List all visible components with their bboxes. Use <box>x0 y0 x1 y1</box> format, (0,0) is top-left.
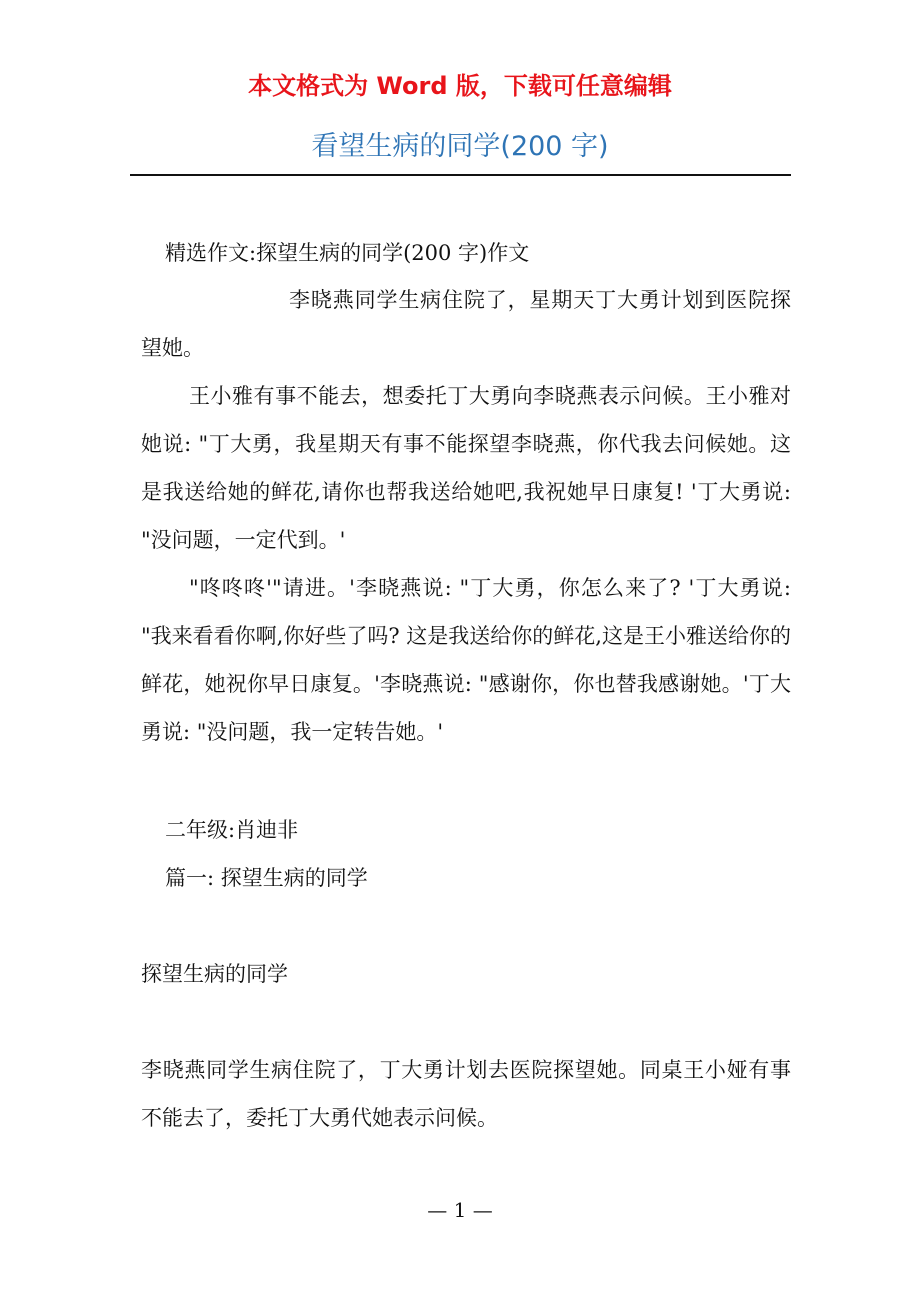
page-number: — 1 — <box>427 1198 493 1222</box>
format-banner: 本文格式为 Word 版，下载可任意编辑 <box>248 72 672 100</box>
paragraph-3: "咚咚咚'"请进。'李晓燕说: "丁大勇，你怎么来了? '丁大勇说: "我来看看你啊,你好些了吗? 这是我送给你的鲜花,这是王小雅送给你的鲜花，她祝你早日康复。'李晓燕说: "感谢你，你也替我感谢她。'丁大勇说: "没问题，我一定转告她。' <box>141 576 791 744</box>
grade-author-line: 二年级:肖迪非 <box>165 818 299 842</box>
title-divider <box>130 174 791 176</box>
paragraph-4: 李晓燕同学生病住院了，丁大勇计划去医院探望她。同桌王小娅有事不能去了，委托丁大勇代她表示问候。 <box>141 1058 791 1130</box>
page-title: 看望生病的同学(200 字) <box>311 131 609 162</box>
chapter-heading: 篇一: 探望生病的同学 <box>165 866 368 890</box>
section-heading: 探望生病的同学 <box>141 962 288 986</box>
paragraph-2: 王小雅有事不能去，想委托丁大勇向李晓燕表示问候。王小雅对她说: "丁大勇，我星期天有事不能探望李晓燕，你代我去问候她。这是我送给她的鲜花,请你也帮我送给她吧,我祝她早日康复! '丁大勇说: "没问题，一定代到。' <box>141 384 791 552</box>
paragraph-1: 李晓燕同学生病住院了，星期天丁大勇计划到医院探望她。 <box>141 288 791 360</box>
intro-line: 精选作文:探望生病的同学(200 字)作文 <box>165 241 530 265</box>
